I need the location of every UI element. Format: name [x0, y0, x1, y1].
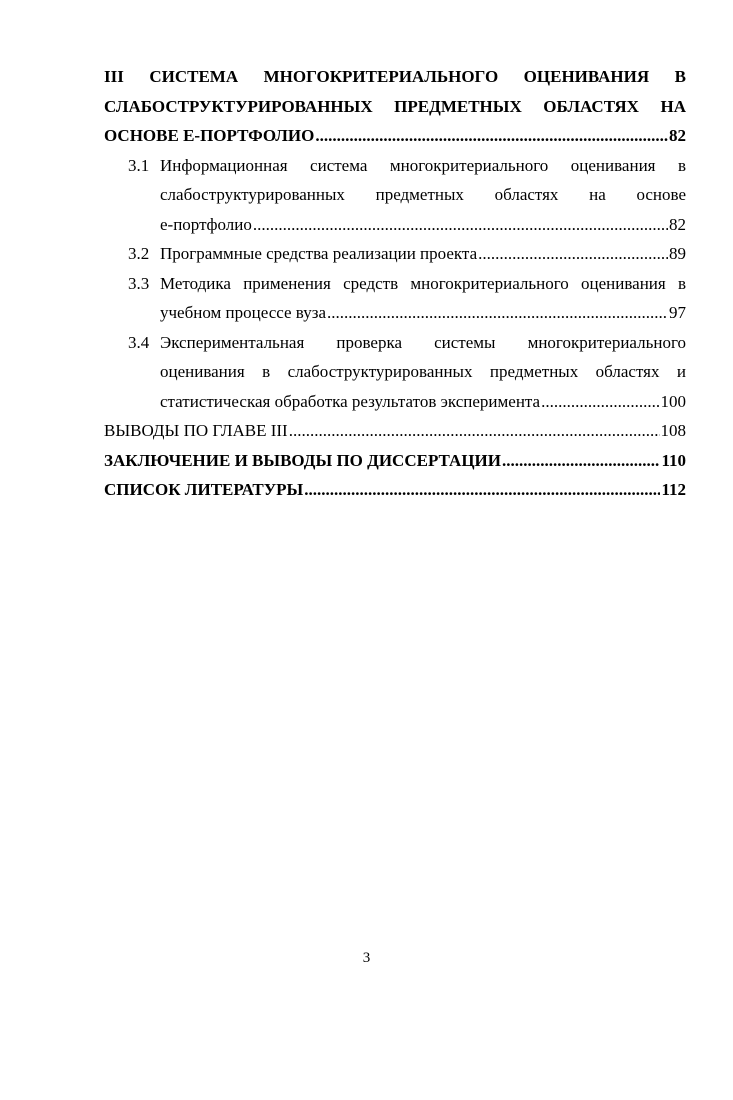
toc-entry-3-3[interactable]	[104, 269, 686, 328]
section-number: 3.4	[128, 332, 150, 352]
toc-entry-title: статистическая обработка результатов эксперимента	[160, 391, 541, 411]
toc-entry-chapter-3[interactable]	[104, 62, 686, 151]
toc-last-line	[104, 446, 686, 476]
toc-last-line	[158, 387, 686, 417]
toc-page-number: 82	[669, 214, 686, 234]
toc-line: III СИСТЕМА МНОГОКРИТЕРИАЛЬНОГО ОЦЕНИВАНИЯ В	[104, 67, 686, 86]
toc-last-line	[104, 416, 686, 446]
page-number: 3	[362, 950, 371, 966]
toc-last-line	[104, 121, 686, 151]
dot-leader	[253, 210, 668, 240]
toc-entry-title: е-портфолио	[160, 214, 252, 234]
toc-entry-title: Программные средства реализации проекта	[160, 244, 478, 263]
section-number: 3.2	[128, 244, 150, 263]
toc-entry-chapter-conclusions[interactable]	[104, 416, 686, 446]
dot-leader	[327, 298, 668, 328]
toc-entry-3-2[interactable]	[104, 239, 686, 269]
toc-page-number: 100	[660, 391, 686, 411]
toc-entry-references[interactable]	[104, 475, 686, 505]
toc-entry-3-1[interactable]	[104, 151, 686, 240]
section-number: 3.1	[128, 155, 150, 175]
toc-last-line	[158, 298, 686, 328]
dot-leader	[502, 446, 660, 476]
dot-leader	[289, 416, 660, 446]
toc-last-line	[158, 239, 686, 269]
toc-last-line	[104, 475, 686, 505]
toc-page-number: 110	[661, 450, 686, 470]
toc-line: Экспериментальная проверка системы многокритериального	[160, 332, 686, 352]
toc-line: Методика применения средств многокритериального оценивания в	[160, 273, 686, 293]
toc-line: Информационная система многокритериального оценивания в	[160, 155, 686, 175]
toc-page-number: 112	[661, 480, 686, 499]
toc-page-number: 97	[669, 303, 686, 322]
toc-page-number: 108	[660, 421, 686, 440]
toc-line: СЛАБОСТРУКТУРИРОВАННЫХ ПРЕДМЕТНЫХ ОБЛАСТЯХ НА	[104, 96, 686, 116]
dot-leader	[304, 475, 660, 505]
toc-page-number: 82	[669, 126, 686, 145]
toc-last-line	[158, 210, 686, 240]
section-number: 3.3	[128, 273, 150, 293]
toc-page-number: 89	[669, 244, 686, 263]
toc-entry-title: ОСНОВЕ Е-ПОРТФОЛИО	[104, 126, 315, 145]
dot-leader	[315, 121, 668, 151]
toc-entry-title: ЗАКЛЮЧЕНИЕ И ВЫВОДЫ ПО ДИССЕРТАЦИИ	[104, 450, 501, 470]
toc-entry-title: ВЫВОДЫ ПО ГЛАВЕ III	[104, 421, 288, 440]
toc-entry-conclusion[interactable]	[104, 446, 686, 476]
toc-entry-3-4[interactable]	[104, 328, 686, 417]
dot-leader	[478, 239, 668, 269]
table-of-contents	[104, 62, 686, 505]
toc-entry-title: СПИСОК ЛИТЕРАТУРЫ	[104, 480, 304, 499]
toc-entry-title: учебном процессе вуза	[160, 303, 326, 322]
toc-line: оценивания в слабоструктурированных предметных областях и	[160, 362, 686, 381]
toc-line: слабоструктурированных предметных областях на основе	[160, 185, 686, 204]
dot-leader	[541, 387, 659, 417]
